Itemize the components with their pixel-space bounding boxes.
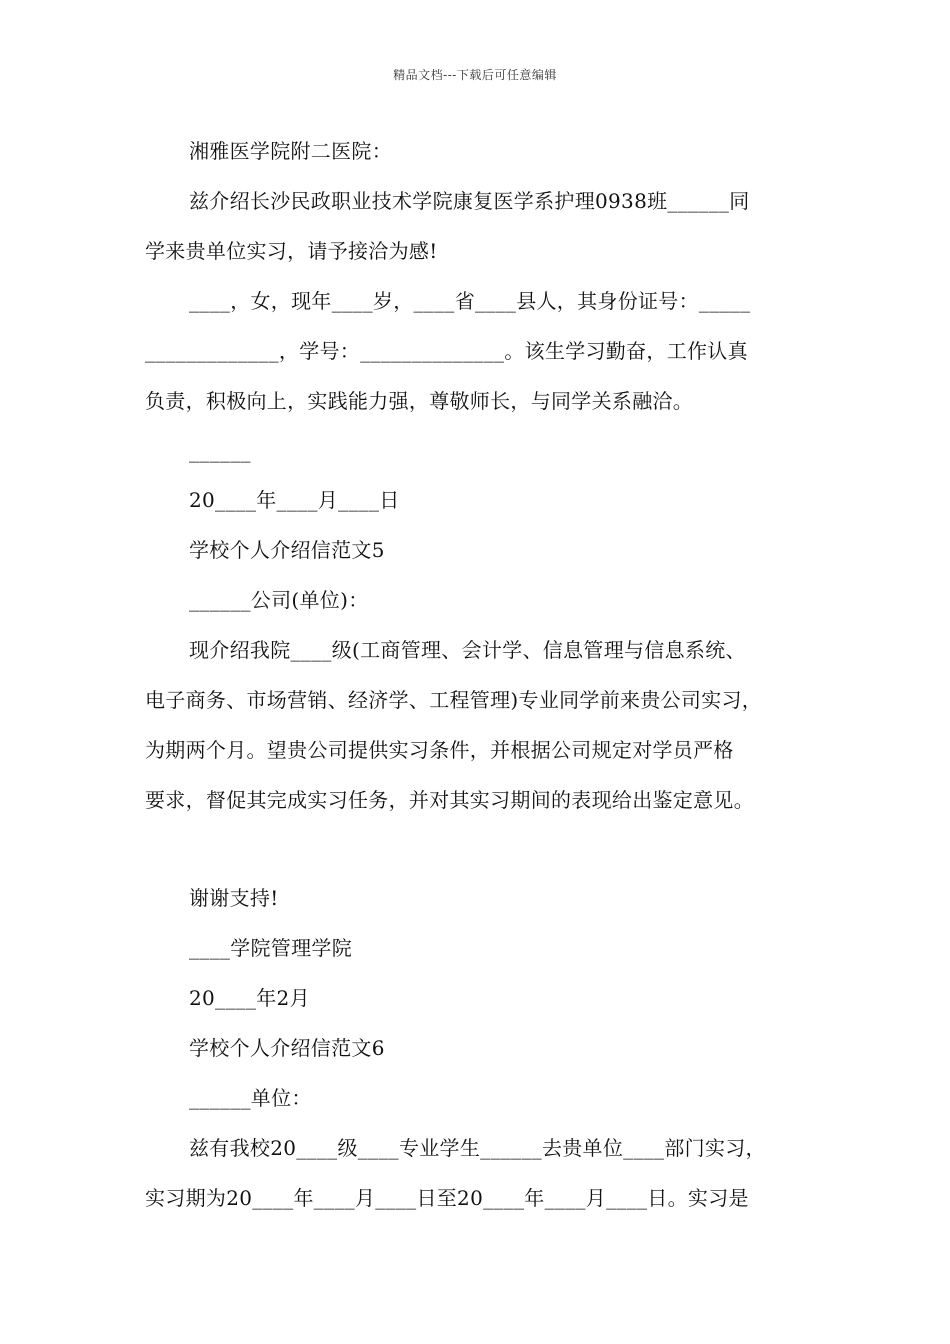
school-signature: ____学院管理学院 [189,936,352,960]
page-header: 精品文档---下载后可任意编辑 [393,68,557,82]
paragraph-line: ____，女，现年____岁，____省____县人，其身份证号：_____ [189,289,751,313]
signature-blank: ______ [189,439,251,463]
paragraph-line: _____________，学号：______________。该生学习勤奋，工作认真 [145,339,748,363]
thanks-line: 谢谢支持! [189,886,279,910]
section-title-6: 学校个人介绍信范文6 [189,1036,385,1060]
section-title-5: 学校个人介绍信范文5 [189,538,385,562]
salutation-company: ______公司(单位)： [189,588,369,612]
paragraph-line: 要求，督促其完成实习任务，并对其实习期间的表现给出鉴定意见。 [145,788,754,812]
date-line: 20____年____月____日 [189,488,400,512]
paragraph-line: 负责，积极向上，实践能力强，尊敬师长，与同学关系融洽。 [145,389,694,413]
paragraph-line: 兹介绍长沙民政职业技术学院康复医学系护理0938班______同 [189,189,750,213]
paragraph-line: 实习期为20____年____月____日至20____年____月____日。实习是 [145,1186,749,1210]
salutation-unit: ______单位： [189,1086,312,1110]
paragraph-line: 学来贵单位实习，请予接洽为感! [145,239,438,263]
paragraph-line: 兹有我校20____级____专业学生______去贵单位____部门实习， [189,1136,766,1160]
paragraph-line: 现介绍我院____级(工商管理、会计学、信息管理与信息系统、 [189,638,746,662]
date-line: 20____年2月 [189,986,310,1010]
salutation-hospital: 湘雅医学院附二医院： [189,139,392,163]
paragraph-line: 电子商务、市场营销、经济学、工程管理)专业同学前来贵公司实习， [145,688,763,712]
paragraph-line: 为期两个月。望贵公司提供实习条件，并根据公司规定对学员严格 [145,738,734,762]
